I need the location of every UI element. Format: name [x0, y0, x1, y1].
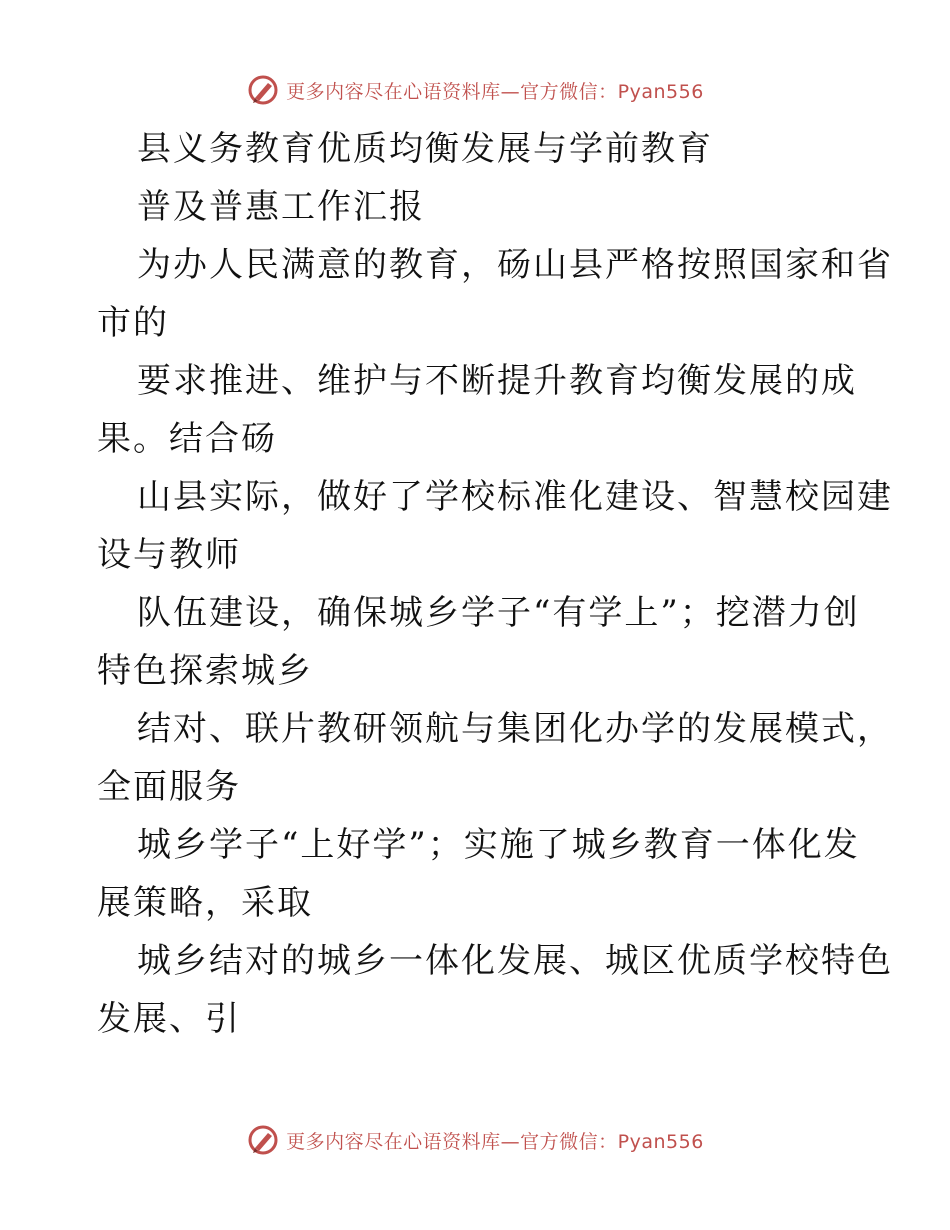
text-line: 结对、联片教研领航与集团化办学的发展模式，: [137, 709, 893, 749]
pen-logo-icon: [246, 73, 280, 107]
watermark-text: 更多内容尽在心语资料库—官方微信：Pyan556: [286, 1130, 704, 1153]
text-line: 城乡结对的城乡一体化发展、城区优质学校特色: [137, 941, 893, 981]
text-line: 城乡学子“上好学”；实施了城乡教育一体化发: [137, 825, 860, 865]
text-line: 县义务教育优质均衡发展与学前教育: [137, 129, 713, 169]
text-line: 特色探索城乡: [97, 651, 313, 691]
watermark-banner-bottom: [0, 1120, 950, 1160]
text-line: 为办人民满意的教育，砀山县严格按照国家和省: [137, 245, 893, 285]
document-body: [97, 120, 893, 1048]
text-line: 设与教师: [97, 535, 241, 575]
watermark-text: 更多内容尽在心语资料库—官方微信：Pyan556: [286, 80, 704, 103]
text-line: 山县实际，做好了学校标准化建设、智慧校园建: [137, 477, 893, 517]
text-line: 队伍建设，确保城乡学子“有学上”；挖潜力创: [137, 593, 860, 633]
text-line: 全面服务: [97, 767, 241, 807]
text-line: 展策略，采取: [97, 883, 313, 923]
pen-logo-icon: [246, 1123, 280, 1157]
text-line: 要求推进、维护与不断提升教育均衡发展的成: [137, 361, 857, 401]
watermark-banner-top: [0, 70, 950, 110]
text-line: 市的: [97, 303, 169, 343]
text-line: 果。结合砀: [97, 419, 277, 459]
text-line: 发展、引: [97, 999, 241, 1039]
text-line: 普及普惠工作汇报: [137, 187, 425, 227]
